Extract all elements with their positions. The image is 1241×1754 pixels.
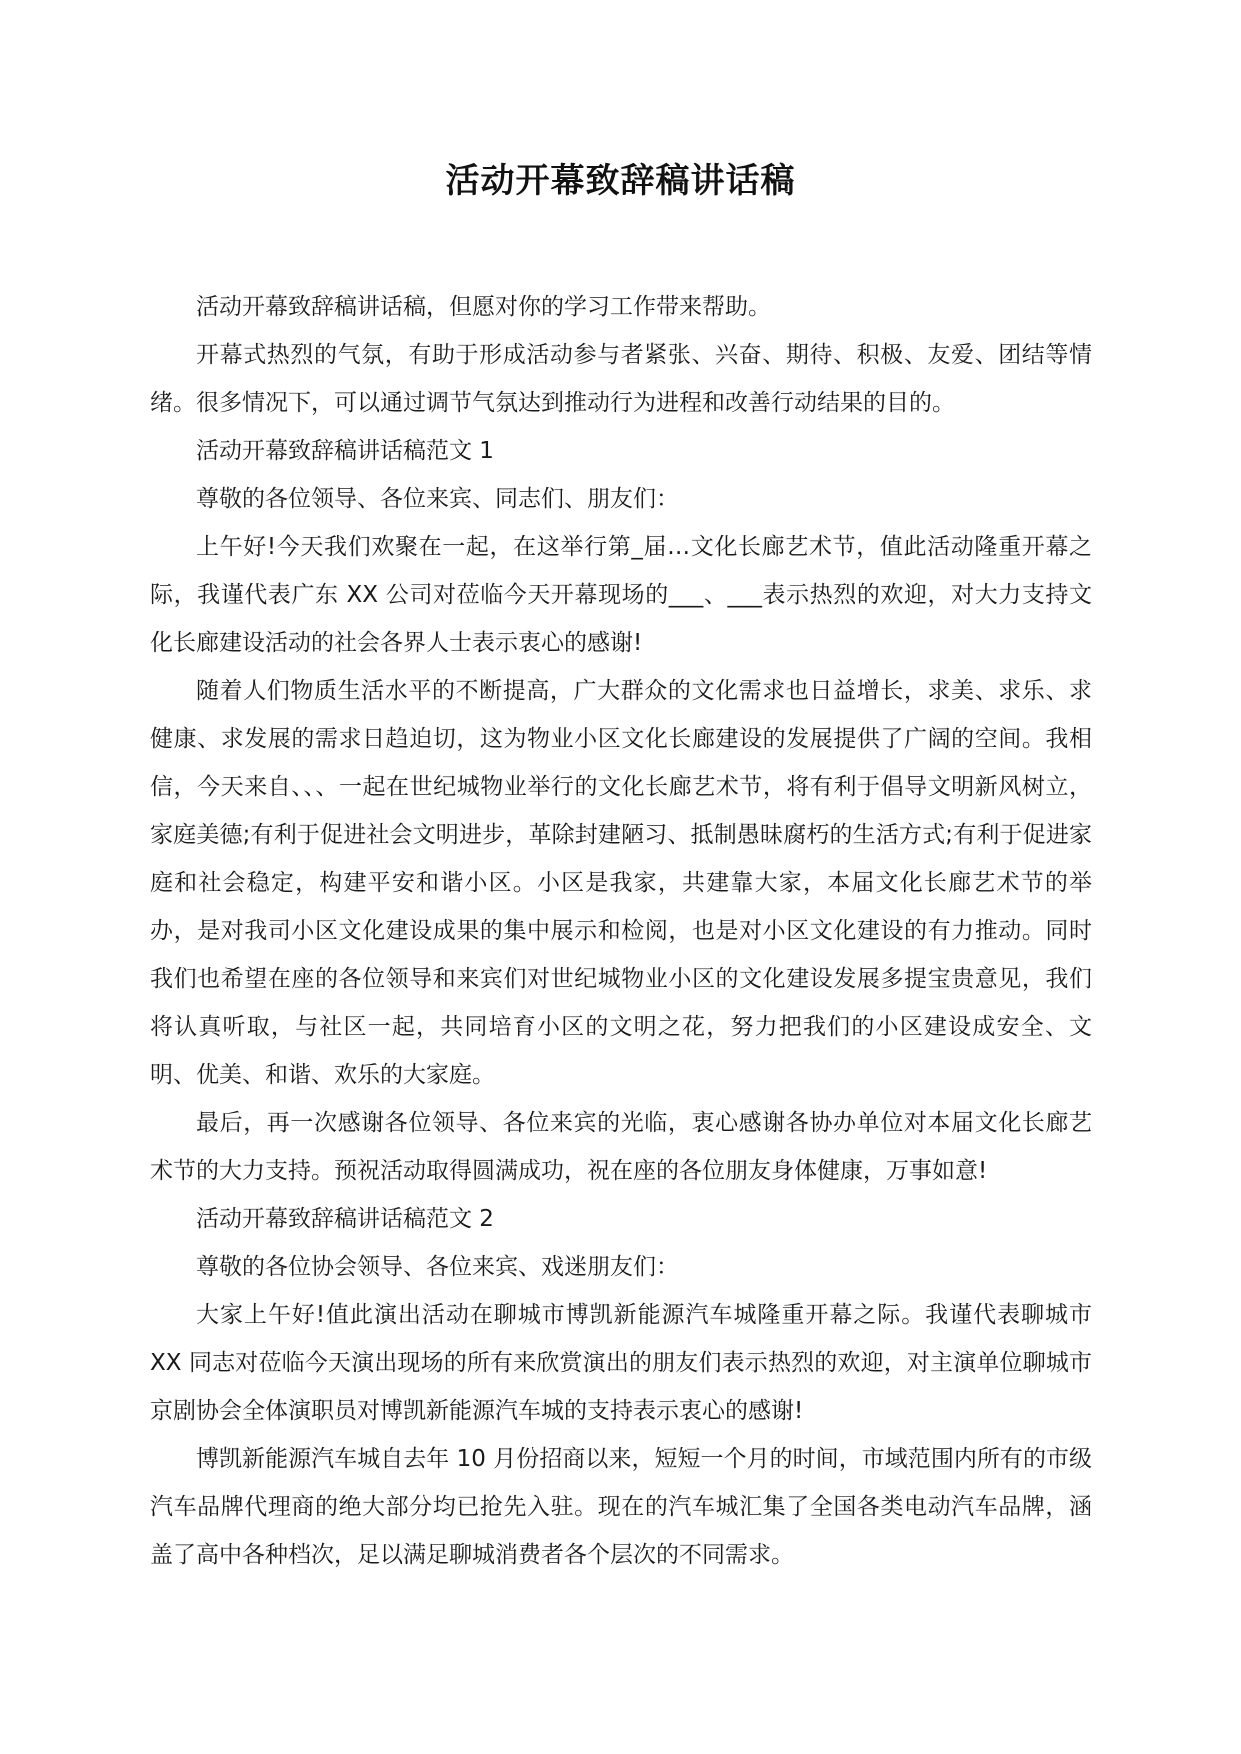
paragraph: 最后，再一次感谢各位领导、各位来宾的光临，衷心感谢各协办单位对本届文化长廊艺术节的大力支持。预祝活动取得圆满成功，祝在座的各位朋友身体健康，万事如意! bbox=[150, 1110, 1092, 1184]
paragraph: 活动开幕致辞稿讲话稿，但愿对你的学习工作带来帮助。 bbox=[196, 294, 771, 320]
paragraph: 开幕式热烈的气氛，有助于形成活动参与者紧张、兴奋、期待、积极、友爱、团结等情绪。很多情况下，可以通过调节气氛达到推动行为进程和改善行动结果的目的。 bbox=[150, 342, 1092, 416]
paragraph: 博凯新能源汽车城自去年 10 月份招商以来，短短一个月的时间，市域范围内所有的市级汽车品牌代理商的绝大部分均已抢先入驻。现在的汽车城汇集了全国各类电动汽车品牌，涵盖了高中各种档次，足以满足聊城消费者各个层次的不同需求。 bbox=[150, 1446, 1092, 1568]
paragraph: 大家上午好!值此演出活动在聊城市博凯新能源汽车城隆重开幕之际。我谨代表聊城市 XX 同志对莅临今天演出现场的所有来欣赏演出的朋友们表示热烈的欢迎，对主演单位聊城市京剧协会全体演职员对博凯新能源汽车城的支持表示衷心的感谢! bbox=[150, 1302, 1092, 1424]
paragraph: 上午好!今天我们欢聚在一起，在这举行第_届…文化长廊艺术节，值此活动隆重开幕之际，我谨代表广东 XX 公司对莅临今天开幕现场的___、___表示热烈的欢迎，对大力支持文化长廊建设活动的社会各界人士表示衷心的感谢! bbox=[150, 534, 1092, 656]
section-heading: 活动开幕致辞稿讲话稿范文 2 bbox=[196, 1206, 494, 1232]
paragraph: 随着人们物质生活水平的不断提高，广大群众的文化需求也日益增长，求美、求乐、求健康、求发展的需求日趋迫切，这为物业小区文化长廊建设的发展提供了广阔的空间。我相信，今天来自、、、一起在世纪城物业举行的文化长廊艺术节，将有利于倡导文明新风树立，家庭美德;有利于促进社会文明进步，革除封建陋习、抵制愚昧腐朽的生活方式;有利于促进家庭和社会稳定，构建平安和谐小区。小区是我家，共建靠大家，本届文化长廊艺术节的举办，是对我司小区文化建设成果的集中展示和检阅，也是对小区文化建设的有力推动。同时我们也希望在座的各位领导和来宾们对世纪城物业小区的文化建设发展多提宝贵意见，我们将认真听取，与社区一起，共同培育小区的文明之花，努力把我们的小区建设成安全、文明、优美、和谐、欢乐的大家庭。 bbox=[150, 678, 1092, 1088]
salutation: 尊敬的各位协会领导、各位来宾、戏迷朋友们： bbox=[196, 1254, 679, 1280]
section-heading: 活动开幕致辞稿讲话稿范文 1 bbox=[196, 438, 494, 464]
document-title: 活动开幕致辞稿讲话稿 bbox=[445, 161, 796, 201]
salutation: 尊敬的各位领导、各位来宾、同志们、朋友们： bbox=[196, 486, 679, 512]
document-body bbox=[150, 283, 1092, 1579]
